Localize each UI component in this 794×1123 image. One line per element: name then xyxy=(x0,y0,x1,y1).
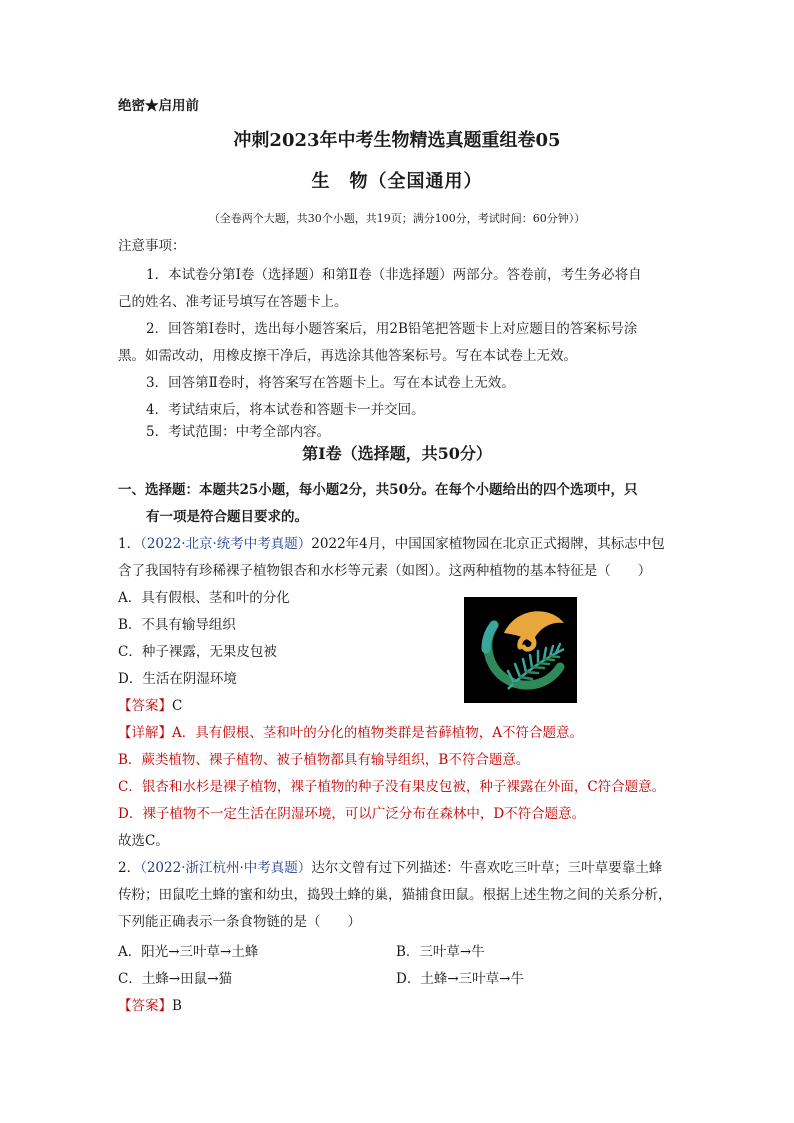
detail-text: C．银杏和水杉是裸子植物，裸子植物的种子没有果皮包被，种子裸露在外面，C符合题意。 xyxy=(118,779,666,795)
detail-line xyxy=(118,723,583,743)
option-d: D．生活在阴湿环境 xyxy=(118,671,237,687)
secret-label: 绝密★启用前 xyxy=(118,98,199,114)
conclusion: 故选C。 xyxy=(118,833,169,849)
detail-label: 【详解】 xyxy=(118,725,172,741)
question-text: 传粉；田鼠吃土蜂的蜜和幼虫，捣毁土蜂的巢，猫捕食田鼠。根据上述生物之间的关系分析， xyxy=(118,887,672,903)
answer-value: C xyxy=(172,698,183,714)
note-item: 2．回答第Ⅰ卷时，选出每小题答案后，用2B铅笔把答题卡上对应题目的答案标号涂 xyxy=(146,321,638,337)
answer-label: 【答案】 xyxy=(118,698,172,714)
section-instruction: 有一项是符合题目要求的。 xyxy=(146,509,308,525)
national-botanical-garden-logo-icon xyxy=(464,597,577,703)
section-instruction: 一、选择题：本题共25小题，每小题2分，共50分。在每个小题给出的四个选项中，只 xyxy=(118,482,638,498)
note-item: 3．回答第Ⅱ卷时，将答案写在答题卡上。写在本试卷上无效。 xyxy=(146,375,515,391)
note-item: 4．考试结束后，将本试卷和答题卡一并交回。 xyxy=(146,402,425,418)
note-item: 1．本试卷分第Ⅰ卷（选择题）和第Ⅱ卷（非选择题）两部分。答卷前，考生务必将自 xyxy=(146,267,642,283)
question-source: （2022·北京·统考中考真题） xyxy=(140,536,312,552)
note-item: 黑。如需改动，用橡皮擦干净后，再选涂其他答案标号。写在本试卷上无效。 xyxy=(118,348,577,364)
question-text: 含了我国特有珍稀裸子植物银杏和水杉等元素（如图）。这两种植物的基本特征是（ ） xyxy=(118,563,652,579)
detail-text: D．裸子植物不一定生活在阴湿环境，可以广泛分布在森林中，D不符合题意。 xyxy=(118,806,586,822)
note-item: 己的姓名、准考证号填写在答题卡上。 xyxy=(118,294,348,310)
option-b: B．三叶草→牛 xyxy=(396,944,485,960)
question-text: 下列能正确表示一条食物链的是（ ） xyxy=(118,914,361,930)
answer-line xyxy=(118,996,182,1016)
question-number: 2． xyxy=(118,860,141,876)
question-number: 1． xyxy=(118,536,141,552)
question-text: 达尔文曾有过下列描述：牛喜欢吃三叶草；三叶草要靠土蜂 xyxy=(311,860,663,876)
note-item: 5．考试范围：中考全部内容。 xyxy=(146,424,331,440)
question-text: 2022年4月，中国国家植物园在北京正式揭牌，其标志中包 xyxy=(311,536,665,552)
section-title: 第Ⅰ卷（选择题，共50分） xyxy=(302,444,492,463)
paper-subtitle: 生 物（全国通用） xyxy=(311,171,483,192)
option-c: C．土蜂→田鼠→猫 xyxy=(118,971,232,987)
option-a: A．具有假根、茎和叶的分化 xyxy=(118,590,290,606)
paper-meta: （全卷两个大题，共30个小题，共19页；满分100分，考试时间：60分钟）） xyxy=(208,212,586,225)
paper-title: 冲刺2023年中考生物精选真题重组卷05 xyxy=(233,130,561,151)
answer-label: 【答案】 xyxy=(118,998,172,1014)
notes-heading: 注意事项： xyxy=(118,238,186,254)
option-d: D．土蜂→三叶草→牛 xyxy=(396,971,524,987)
option-a: A．阳光→三叶草→土蜂 xyxy=(118,944,259,960)
option-b: B．不具有输导组织 xyxy=(118,617,236,633)
answer-line xyxy=(118,696,182,716)
detail-text: B．蕨类植物、裸子植物、被子植物都具有输导组织，B不符合题意。 xyxy=(118,752,530,768)
detail-text: A．具有假根、茎和叶的分化的植物类群是苔藓植物，A不符合题意。 xyxy=(172,725,583,741)
answer-value: B xyxy=(172,998,182,1014)
option-c: C．种子裸露，无果皮包被 xyxy=(118,644,277,660)
question-2-stem xyxy=(118,858,662,878)
question-1-stem xyxy=(118,534,665,554)
question-source: （2022·浙江杭州·中考真题） xyxy=(140,860,312,876)
